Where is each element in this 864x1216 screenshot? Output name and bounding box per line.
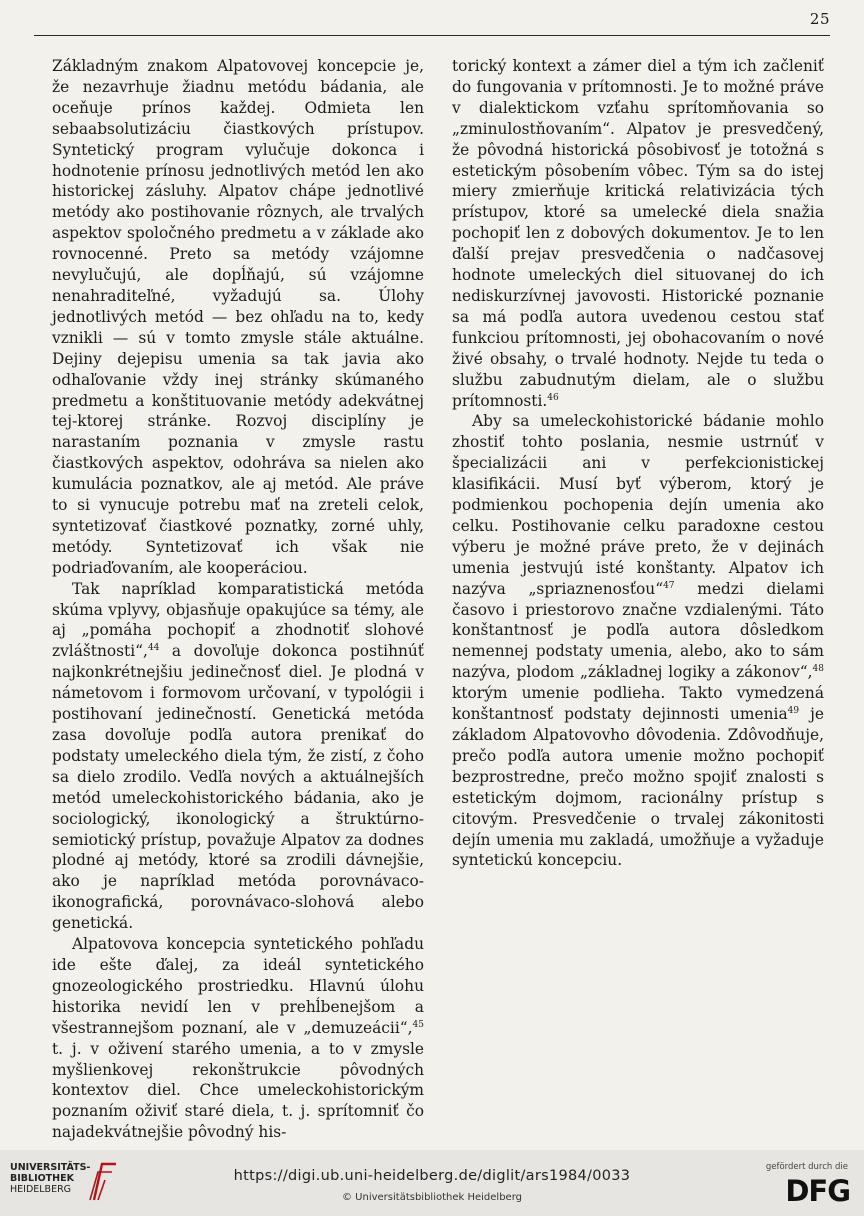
paragraph-text: ktorým umenie podlieha. Takto vymedzená konštantnosť podstaty dejinnosti umenia: [452, 684, 824, 724]
paragraph-synthetic-view: [52, 934, 424, 1143]
left-column: [52, 56, 424, 1143]
paragraph-constants: [452, 411, 824, 871]
footnote-ref-46[interactable]: 46: [547, 392, 559, 403]
page-number: 25: [809, 10, 830, 28]
paragraph-text: medzi dielami časovo i priestorovo značne vzdialenými. Táto konštantnosť je podľa autora dôsledkom nemennej podstaty umenia, alebo, ako to sám nazýva, plodom „základnej logiky a zákonov“,: [452, 579, 824, 682]
footnote-ref-49[interactable]: 49: [787, 705, 800, 716]
paragraph-text: je základom Alpatovovho dôvodenia. Zdôvodňuje, prečo podľa autora umenie možno pochopiť bezprostredne, prečo možno spojiť znalosti s estetickým dojmom, racionálny prístup s citovým. Presvedčenie o trvalej zákonitosti dejín umenia mu zakladá, umožňuje a vyžaduje syntetickú koncepciu.: [452, 705, 824, 870]
paragraph-alpatov-principle: [52, 56, 424, 579]
permalink-url[interactable]: https://digi.ub.uni-heidelberg.de/diglit/ars1984/0033: [233, 1168, 631, 1184]
right-column: [452, 56, 824, 871]
paragraph-text: Tak napríklad komparatistická metóda skúma vplyvy, objasňuje opakujúce sa témy, ale aj „pomáha pochopiť a zhodnotiť slohové zvláštnosti“,: [52, 579, 424, 661]
paragraph-text: a dovoľuje dokonca postihnúť najkonkrétnejšiu jedinečnosť diel. Je plodná v námetovom i formovom určovaní, v typológii i postihovaní jedinečností. Genetická metóda zasa dovoľuje podľa autora prenikať do podstaty umeleckého diela tým, že zistí, z čoho sa dielo zrodilo. Vedľa nových a aktuálnejších metód umeleckohistorického bádania, ako je sociologický, ikonologický a štruktúrno-semiotický prístup, považuje Alpatov za dodnes plodné aj metódy, ktoré sa zrodili dávnejšie, ako je napríklad metóda porovnávaco-ikonografická, porovnávaco-slohová alebo genetická.: [52, 642, 424, 933]
footnote-ref-45[interactable]: 45: [412, 1019, 424, 1030]
footnote-ref-48[interactable]: 48: [812, 664, 824, 675]
paragraph-text: Alpatovova koncepcia syntetického pohľadu ide ešte ďalej, za ideál syntetického gnozeologického prostriedku. Hlavnú úlohu historika nevidí len v prehĺbenejšom a všestrannejšom poznaní, ale v „demuzeácii“,: [52, 935, 424, 1037]
library-name-line: HEIDELBERG: [10, 1184, 72, 1195]
dfg-logo[interactable]: DFG: [785, 1174, 850, 1208]
viewer-footer: [0, 1150, 864, 1216]
copyright-notice: © Universitätsbibliothek Heidelberg: [341, 1192, 522, 1203]
header-rule: [34, 35, 830, 36]
paragraph-historical-context: [452, 56, 824, 411]
paragraph-comparative-method: [52, 579, 424, 934]
paragraph-text: Aby sa umeleckohistorické bádanie mohlo zhostiť tohto poslania, nesmie ustrnúť v špecializácii ani v perfekcionistickej klasifikácii. Musí byť výberom, ktorý je podmienkou pochopenia dejín umenia ako celku. Postihovanie celku paradoxne cestou výberu je možné práve preto, že v dejinách umenia jestvujú isté konštanty. Alpatov ich nazýva „spriaznenosťou“: [452, 412, 824, 598]
paragraph-text: t. j. v oživení starého umenia, a to v zmysle myšlienkovej rekonštrukcie pôvodných kontextov diel. Chce umeleckohistorickým poznaním oživiť staré diela, t. j. sprítomniť čo najadekvátnejšie pôvodný his-: [52, 1039, 424, 1142]
funder-label: gefördert durch die: [765, 1162, 848, 1172]
library-name-line: UNIVERSITÄTS-: [10, 1162, 91, 1173]
footnote-ref-44[interactable]: 44: [147, 643, 160, 654]
library-name-line: BIBLIOTHEK: [10, 1173, 74, 1184]
paragraph-text: torický kontext a zámer diel a tým ich začleniť do fungovania v prítomnosti. Je to možné práve v dialektickom vzťahu sprítomňovania so „zminulostňovaním“. Alpatov je presvedčený, že pôvodná historická pôsobivosť je totožná s estetickým pôsobením vôbec. Tým sa do istej miery zmierňuje kritická relativizácia tých prístupov, ktoré sa umelecké diela snažia pochopiť len z dobových dokumentov. Je to len ďalší prejav presvedčenia o nadčasovej hodnote umeleckých diel situovanej do ich nediskurzívnej javovosti. Historické poznanie sa má podľa autora uvedenou cestou stať funkciou prítomnosti, jej obohacovaním o nové živé obsahy, o trvalé hodnoty. Nejde tu teda o službu zabudnutým dielam, ale o službu prítomnosti.: [452, 57, 824, 410]
footnote-ref-47[interactable]: 47: [663, 580, 675, 591]
paragraph-text: Základným znakom Alpatovovej koncepcie je, že nezavrhuje žiadnu metódu bádania, ale oceňuje prínos každej. Odmieta len sebaabsolutizáciu čiastkových prístupov. Syntetický program vylučuje dokonca i hodnotenie prínosu jednotlivých metód len ako historickej zásluhy. Alpatov chápe jednotlivé metódy ako postihovanie rôznych, ale trvalých aspektov spoločného predmetu a v základe ako rovnocenné. Preto sa metódy vzájomne nevylučujú, ale dopĺňajú, sú vzájomne nenahraditeľné, vyžadujú sa. Úlohy jednotlivých metód — bez ohľadu na to, kedy vznikli — sú v tomto zmysle stále aktuálne. Dejiny dejepisu umenia sa tak javia ako odhaľovanie vždy inej stránky skúmaného predmetu a konštituovanie metódy adekvátnej tej-ktorej stránke. Rozvoj disciplíny je narastaním poznania v zmysle rastu čiastkových aspektov, odohráva sa nielen ako kumulácia poznatkov, ale aj metód. Ale práve to si vynucuje potrebu mať na zreteli celok, syntetizovať čiastkové poznatky, zorné uhly, metódy. Syntetizovať ich však nie podriaďovaním, ale kooperáciou.: [52, 57, 424, 577]
